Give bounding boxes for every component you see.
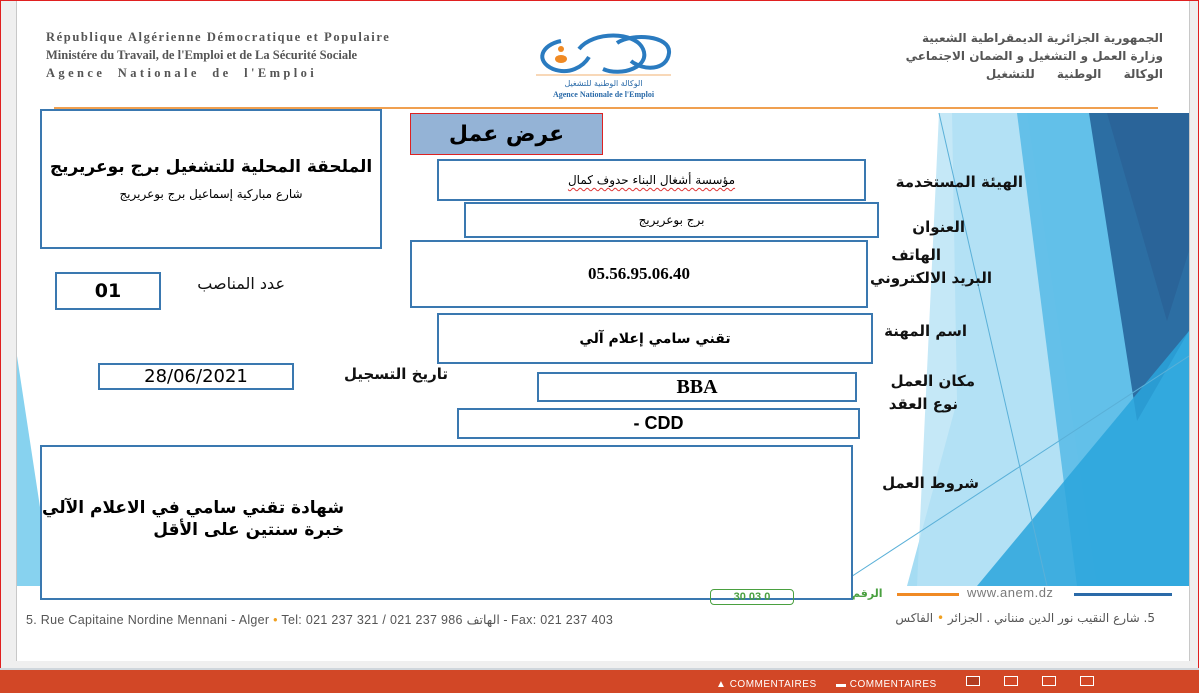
reading-view-icon[interactable] bbox=[1042, 676, 1056, 686]
registration-date-value: 28/06/2021 bbox=[144, 366, 248, 387]
website-link[interactable]: www.anem.dz bbox=[967, 585, 1054, 600]
email-label: البريد الالكتروني bbox=[870, 269, 992, 287]
conditions-label: شروط العمل bbox=[882, 474, 979, 492]
profession-field[interactable] bbox=[437, 313, 873, 364]
raqm-label: الرقم bbox=[852, 587, 883, 600]
slide-sorter-icon[interactable] bbox=[1004, 676, 1018, 686]
positions-value: 01 bbox=[94, 280, 122, 302]
fax: Fax: 021 237 403 bbox=[510, 613, 614, 627]
footer-address-ar bbox=[895, 611, 1155, 625]
tel-fr: Tel: 021 237 321 / 021 237 986 bbox=[281, 613, 463, 627]
phone-value: 05.56.95.06.40 bbox=[588, 264, 690, 283]
workplace-label: مكان العمل bbox=[890, 372, 975, 390]
workplace-field[interactable] bbox=[537, 372, 857, 402]
comments-label: COMMENTAIRES bbox=[849, 679, 937, 690]
slideshow-icon[interactable] bbox=[1080, 676, 1094, 686]
page-title: عرض عمل bbox=[410, 113, 603, 155]
workplace-value: BBA bbox=[676, 375, 718, 398]
separator-dot: • bbox=[273, 613, 278, 627]
phone-field[interactable] bbox=[410, 240, 868, 308]
employer-value: مؤسسة أشغال البناء حدوف كمال bbox=[567, 173, 736, 187]
positions-field[interactable] bbox=[55, 272, 161, 310]
header-ar-line: الوكالة الوطنية للتشغيل bbox=[985, 67, 1163, 81]
address-label: العنوان bbox=[912, 218, 965, 236]
employer-field[interactable] bbox=[437, 159, 866, 201]
slide-canvas[interactable] bbox=[16, 1, 1190, 661]
raqm-value: 30 03 0 bbox=[710, 589, 794, 605]
notes-label: COMMENTAIRES bbox=[729, 679, 817, 690]
contract-field[interactable] bbox=[457, 408, 860, 439]
registration-date-field[interactable] bbox=[98, 363, 294, 390]
phone-label: الهاتف bbox=[891, 246, 941, 264]
conditions-field[interactable] bbox=[40, 445, 853, 600]
address-ar: 5. شارع النقيب نور الدين منناني . الجزائر bbox=[947, 611, 1155, 625]
anem-logo bbox=[531, 27, 676, 101]
notes-button[interactable]: ▲ COMMENTAIRES bbox=[716, 679, 817, 690]
anem-logo-icon bbox=[531, 27, 676, 77]
conditions-text bbox=[42, 497, 344, 541]
contract-value: - CDD bbox=[633, 413, 684, 433]
fax-ar: الفاكس bbox=[895, 611, 934, 625]
header-fr-line: Ministére du Travail, de l'Emploi et de La Sécurité Sociale bbox=[46, 48, 358, 62]
normal-view-icon[interactable] bbox=[966, 676, 980, 686]
logo-arabic-caption: الوكالة الوطنية للتشغيل bbox=[564, 79, 643, 88]
address-value: برج بوعريريج bbox=[638, 213, 705, 227]
profession-label: اسم المهنة bbox=[884, 322, 967, 340]
agency-address: شارع مباركية إسماعيل برج بوعريريج bbox=[119, 187, 303, 201]
footer-address-fr: 5. Rue Capitaine Nordine Mennani - Alger • Tel: 021 237 321 / 021 237 986 الهاتف - Fax: 021 237 403 bbox=[26, 613, 614, 627]
footer-blue-rule bbox=[1074, 593, 1172, 596]
header-ar-line: وزارة العمل و التشغيل و الضمان الاجتماعي bbox=[905, 49, 1163, 63]
status-bar bbox=[0, 668, 1199, 693]
comments-button[interactable]: ▬ COMMENTAIRES bbox=[836, 679, 937, 690]
positions-label: عدد المناصب bbox=[197, 274, 285, 293]
agency-name: الملحقة المحلية للتشغيل برج بوعريريج bbox=[49, 157, 373, 177]
condition-line: خبرة سنتين على الأقل bbox=[153, 520, 345, 540]
employer-label: الهيئة المستخدمة bbox=[895, 173, 1023, 191]
header-fr-line: République Algérienne Démocratique et Populaire bbox=[46, 30, 391, 44]
header-french bbox=[46, 28, 390, 82]
header-fr-line: Agence Nationale de l'Emploi bbox=[46, 66, 318, 80]
header-arabic bbox=[906, 29, 1163, 83]
address-field[interactable] bbox=[464, 202, 879, 238]
condition-line: شهادة تقني سامي في الاعلام الآلي bbox=[42, 498, 345, 518]
address-fr: 5. Rue Capitaine Nordine Mennani - Alger bbox=[26, 613, 270, 627]
profession-value: تقني سامي إعلام آلي bbox=[579, 330, 731, 347]
contract-label: نوع العقد bbox=[888, 395, 958, 413]
header-ar-line: الجمهورية الجزائرية الديمقراطية الشعبية bbox=[921, 31, 1163, 45]
tel-ar: الهاتف bbox=[466, 613, 500, 627]
separator-dot: • bbox=[936, 611, 945, 625]
agency-box[interactable] bbox=[40, 109, 382, 249]
logo-french-caption: Agence Nationale de l'Emploi bbox=[552, 90, 655, 99]
registration-date-label: تاريخ التسجيل bbox=[343, 365, 448, 383]
footer-orange-rule bbox=[897, 593, 959, 596]
